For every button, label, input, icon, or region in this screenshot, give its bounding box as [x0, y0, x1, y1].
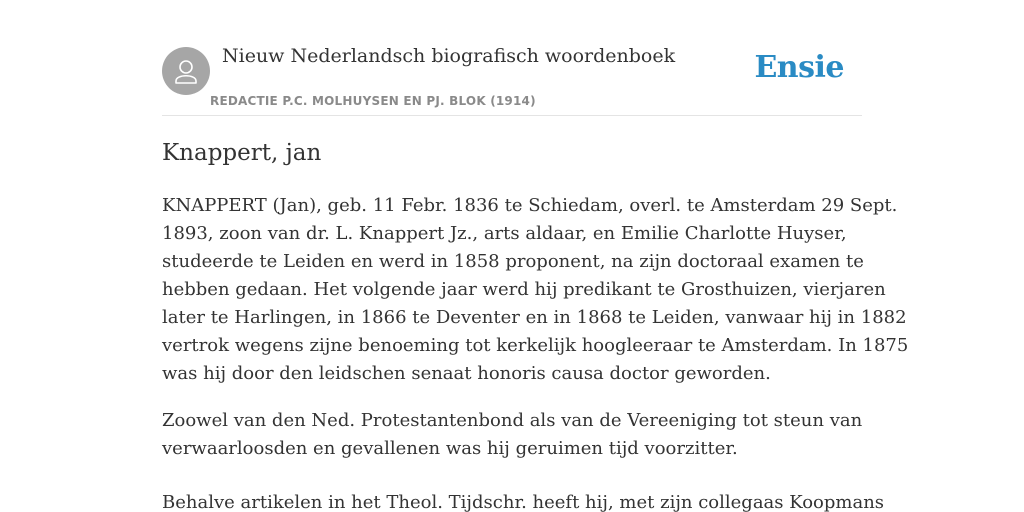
text-line: KNAPPERT (Jan), geb. 11 Febr. 1836 te Schiedam, overl. te Amsterdam 29 Sept. [162, 195, 898, 216]
text-line: later te Harlingen, in 1866 te Deventer en in 1868 te Leiden, vanwaar hij in 1882 [162, 307, 907, 328]
book-header [162, 0, 862, 116]
article-paragraph [162, 407, 862, 463]
article-paragraph [162, 489, 885, 512]
text-line: verwaarloosden en gevallenen was hij geruimen tijd voorzitter. [162, 438, 738, 459]
article-body [162, 192, 909, 512]
article-title: Knappert, jan [162, 140, 322, 166]
text-line: Zoowel van den Ned. Protestantenbond als van de Vereeniging tot steun van [162, 410, 863, 431]
text-line: 1893, zoon van dr. L. Knappert Jz., arts aldaar, en Emilie Charlotte Huyser, [162, 223, 847, 244]
book-editors: REDACTIE P.C. MOLHUYSEN EN PJ. BLOK (1914) [210, 94, 536, 108]
text-line: studeerde te Leiden en werd in 1858 proponent, na zijn doctoraal examen te [162, 251, 864, 272]
article-paragraph [162, 192, 909, 388]
text-line: Behalve artikelen in het Theol. Tijdschr. heeft hij, met zijn collegaas Koopmans [162, 492, 885, 512]
text-line: was hij door den leidschen senaat honoris causa doctor geworden. [162, 363, 771, 384]
text-line: vertrok wegens zijne benoeming tot kerkelijk hoogleeraar te Amsterdam. In 1875 [162, 335, 909, 356]
text-line: hebben gedaan. Het volgende jaar werd hij predikant te Grosthuizen, vierjaren [162, 279, 886, 300]
user-avatar-icon [162, 47, 210, 95]
brand-logo[interactable]: Ensie [754, 50, 844, 85]
book-title[interactable]: Nieuw Nederlandsch biografisch woordenboek [222, 45, 676, 67]
